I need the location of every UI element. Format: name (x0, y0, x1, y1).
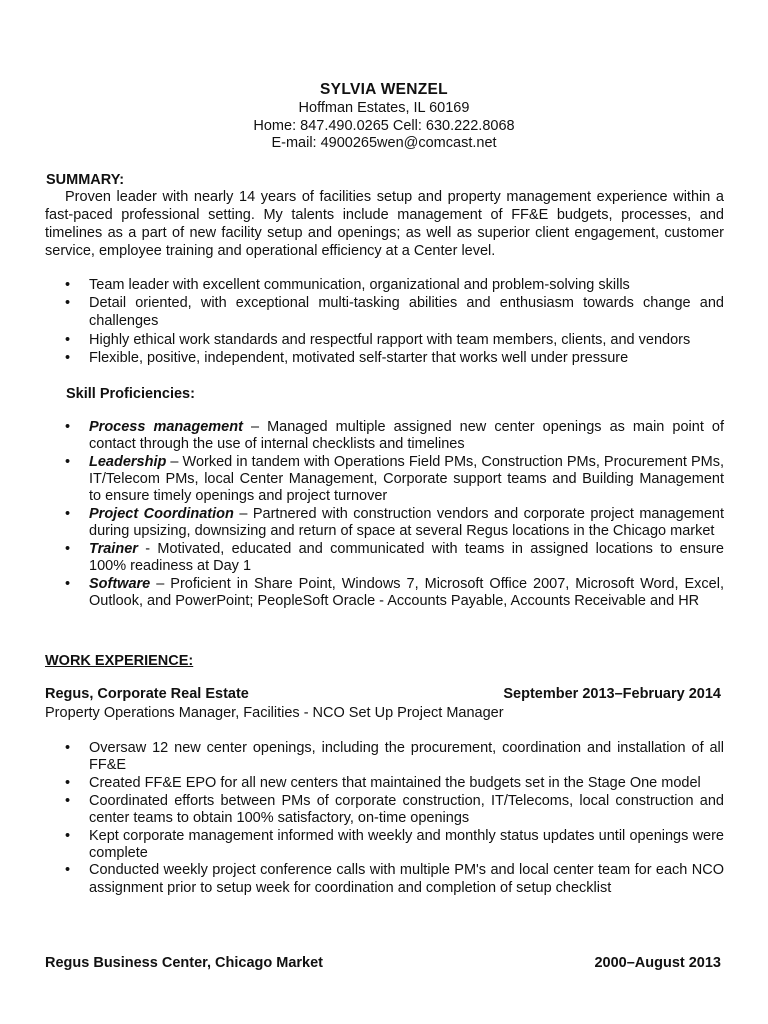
list-item: • Oversaw 12 new center openings, including the procurement, coordination and installation of all FF&E (45, 740, 724, 774)
summary-paragraph: Proven leader with nearly 14 years of facilities setup and property management experience within a fast-paced professional setting. My talents include management of FF&E budgets, processes, and timelines as a part of new facility setup and openings; as well as superior client engagement, customer service, employee training and operational efficiency at a Center level. (45, 189, 724, 259)
skill-name: Leadership (89, 453, 167, 470)
job-company: Regus Business Center, Chicago Market (45, 955, 323, 971)
resume-header (0, 80, 768, 153)
skill-description: – Managed multiple assigned new center openings as main point of contact through the use of internal checklists and timelines (89, 419, 724, 453)
list-item: • Kept corporate management informed with weekly and monthly status updates until openings were complete (45, 828, 724, 862)
skill-item (45, 506, 724, 540)
job-company: Regus, Corporate Real Estate (45, 686, 249, 702)
job-dates: 2000–August 2013 (594, 955, 721, 971)
summary-heading: SUMMARY: (46, 172, 125, 188)
candidate-email: E-mail: 4900265wen@comcast.net (271, 135, 497, 151)
summary-bullet-list (45, 276, 724, 367)
job-dates: September 2013–February 2014 (503, 686, 721, 702)
skill-description: – Worked in tandem with Operations Field PMs, Construction PMs, Procurement PMs, IT/Telecom PMs, local Center Management, Corporate support teams and Building Management to ensure timely openings and project turnover (89, 453, 724, 505)
job-bullet-list (45, 740, 724, 897)
skill-description: – Partnered with construction vendors and corporate project management during upsizing, downsizing and return of space at several Regus locations in the Chicago market (89, 506, 724, 540)
candidate-name: SYLVIA WENZEL (320, 81, 448, 98)
work-experience-heading: WORK EXPERIENCE: (45, 653, 194, 669)
skill-name: Process management (89, 419, 243, 435)
skill-item (45, 576, 724, 610)
skill-item (45, 454, 724, 506)
job-header (45, 685, 721, 703)
skill-item (45, 541, 724, 575)
job-header (45, 954, 721, 972)
list-item: • Highly ethical work standards and respectful rapport with team members, clients, and vendors (45, 331, 724, 349)
list-item: • Coordinated efforts between PMs of corporate construction, IT/Telecoms, local construction and center teams to obtain 100% satisfactory, on-time openings (45, 793, 724, 827)
skill-name: Project Coordination (89, 506, 234, 523)
skills-list (45, 419, 724, 611)
list-item: • Created FF&E EPO for all new centers that maintained the budgets set in the Stage One model (45, 775, 724, 792)
list-item: • Detail oriented, with exceptional multi-tasking abilities and enthusiasm towards change and challenges (45, 294, 724, 330)
list-item: • Flexible, positive, independent, motivated self-starter that works well under pressure (45, 349, 724, 367)
skill-item (45, 419, 724, 453)
list-item: • Team leader with excellent communication, organizational and problem-solving skills (45, 276, 724, 294)
skills-heading: Skill Proficiencies: (66, 386, 195, 402)
candidate-phones: Home: 847.490.0265 Cell: 630.222.8068 (253, 117, 515, 134)
job-role: Property Operations Manager, Facilities - NCO Set Up Project Manager (45, 705, 504, 721)
candidate-location: Hoffman Estates, IL 60169 (298, 100, 470, 116)
skill-name: Software (89, 575, 151, 592)
skill-description: – Proficient in Share Point, Windows 7, Microsoft Office 2007, Microsoft Word, Excel, Outlook, and PowerPoint; PeopleSoft Oracle - Accounts Payable, Accounts Receivable and HR (89, 575, 724, 610)
list-item: • Conducted weekly project conference calls with multiple PM's and local center team for each NCO assignment prior to setup week for coordination and completion of setup checklist (45, 862, 724, 896)
skill-description: - Motivated, educated and communicated with teams in assigned locations to ensure 100% readiness at Day 1 (89, 540, 724, 575)
skill-name: Trainer (89, 540, 138, 557)
